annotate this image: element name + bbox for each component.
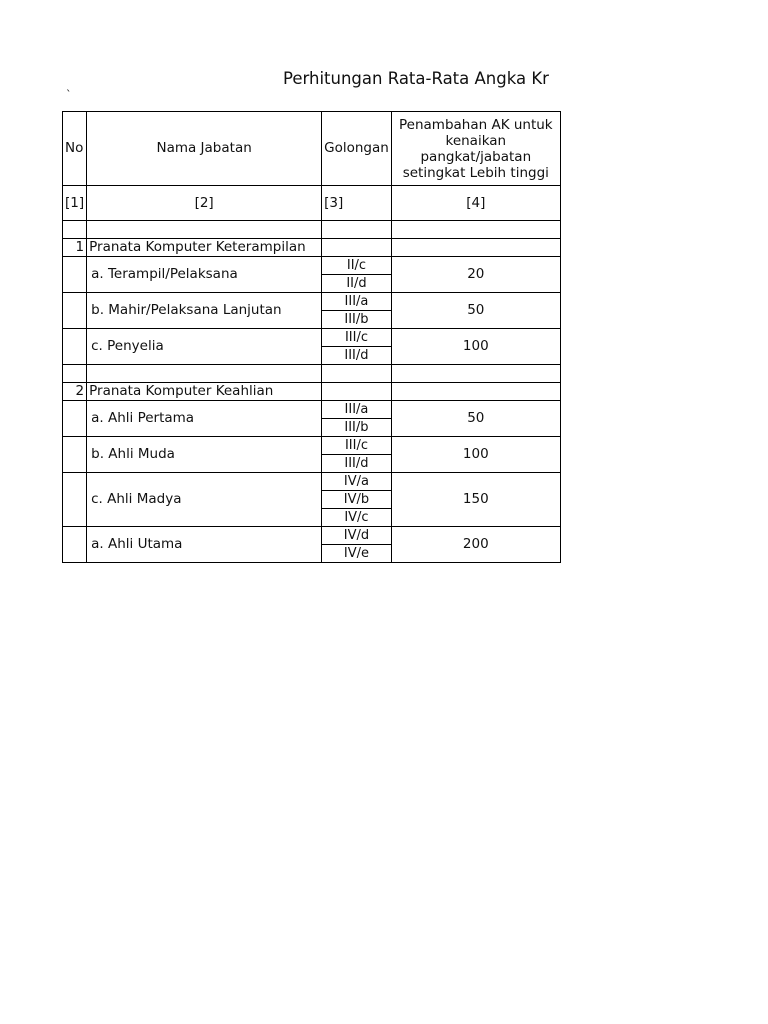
- golongan-cell: III/a: [322, 401, 392, 419]
- header-penambahan-ak: Penambahan AK untuk kenaikan pangkat/jabatan setingkat Lebih tinggi: [391, 112, 560, 186]
- empty-cell: [322, 365, 392, 383]
- empty-cell: [63, 437, 87, 473]
- table-row: [63, 473, 561, 491]
- ak-value: 50: [391, 401, 560, 437]
- group-number: 1: [63, 239, 87, 257]
- header-no: No: [63, 112, 87, 186]
- ak-table: [62, 111, 561, 563]
- header-golongan: Golongan: [322, 112, 392, 186]
- empty-cell: [63, 221, 87, 239]
- empty-cell: [63, 473, 87, 527]
- empty-cell: [322, 239, 392, 257]
- empty-cell: [63, 329, 87, 365]
- table-row: [63, 437, 561, 455]
- jabatan-name: a. Ahli Utama: [87, 527, 322, 563]
- group-row: [63, 239, 561, 257]
- golongan-cell: IV/d: [322, 527, 392, 545]
- golongan-cell: III/c: [322, 437, 392, 455]
- golongan-cell: III/b: [322, 419, 392, 437]
- golongan-cell: IV/b: [322, 491, 392, 509]
- empty-cell: [391, 221, 560, 239]
- group-name: Pranata Komputer Keterampilan: [87, 239, 322, 257]
- golongan-cell: II/d: [322, 275, 392, 293]
- empty-cell: [322, 221, 392, 239]
- ak-value: 100: [391, 329, 560, 365]
- jabatan-name: b. Ahli Muda: [87, 437, 322, 473]
- spacer-row: [63, 221, 561, 239]
- jabatan-name: c. Ahli Madya: [87, 473, 322, 527]
- golongan-cell: II/c: [322, 257, 392, 275]
- index-penambahan: [4]: [391, 186, 560, 221]
- group-name: Pranata Komputer Keahlian: [87, 383, 322, 401]
- empty-cell: [87, 365, 322, 383]
- group-number: 2: [63, 383, 87, 401]
- golongan-cell: III/c: [322, 329, 392, 347]
- empty-cell: [63, 365, 87, 383]
- index-nama: [2]: [87, 186, 322, 221]
- stray-mark: `: [66, 88, 72, 101]
- empty-cell: [391, 383, 560, 401]
- header-nama-jabatan: Nama Jabatan: [87, 112, 322, 186]
- ak-value: 20: [391, 257, 560, 293]
- empty-cell: [63, 401, 87, 437]
- golongan-cell: III/b: [322, 311, 392, 329]
- golongan-cell: III/d: [322, 455, 392, 473]
- group-row: [63, 383, 561, 401]
- index-no: [1]: [63, 186, 87, 221]
- jabatan-name: a. Terampil/Pelaksana: [87, 257, 322, 293]
- empty-cell: [391, 365, 560, 383]
- table-row: [63, 401, 561, 419]
- spacer-row: [63, 365, 561, 383]
- empty-cell: [63, 257, 87, 293]
- document-title: Perhitungan Rata-Rata Angka Kr: [283, 69, 549, 88]
- golongan-cell: III/d: [322, 347, 392, 365]
- jabatan-name: a. Ahli Pertama: [87, 401, 322, 437]
- empty-cell: [63, 293, 87, 329]
- ak-value: 200: [391, 527, 560, 563]
- header-row: [63, 112, 561, 186]
- golongan-cell: III/a: [322, 293, 392, 311]
- index-golongan: [3]: [322, 186, 392, 221]
- empty-cell: [322, 383, 392, 401]
- ak-value: 100: [391, 437, 560, 473]
- table-row: [63, 329, 561, 347]
- ak-value: 50: [391, 293, 560, 329]
- table-row: [63, 257, 561, 275]
- golongan-cell: IV/a: [322, 473, 392, 491]
- empty-cell: [63, 527, 87, 563]
- table-row: [63, 293, 561, 311]
- golongan-cell: IV/c: [322, 509, 392, 527]
- index-row: [63, 186, 561, 221]
- jabatan-name: c. Penyelia: [87, 329, 322, 365]
- ak-value: 150: [391, 473, 560, 527]
- empty-cell: [87, 221, 322, 239]
- jabatan-name: b. Mahir/Pelaksana Lanjutan: [87, 293, 322, 329]
- empty-cell: [391, 239, 560, 257]
- golongan-cell: IV/e: [322, 545, 392, 563]
- table-row: [63, 527, 561, 545]
